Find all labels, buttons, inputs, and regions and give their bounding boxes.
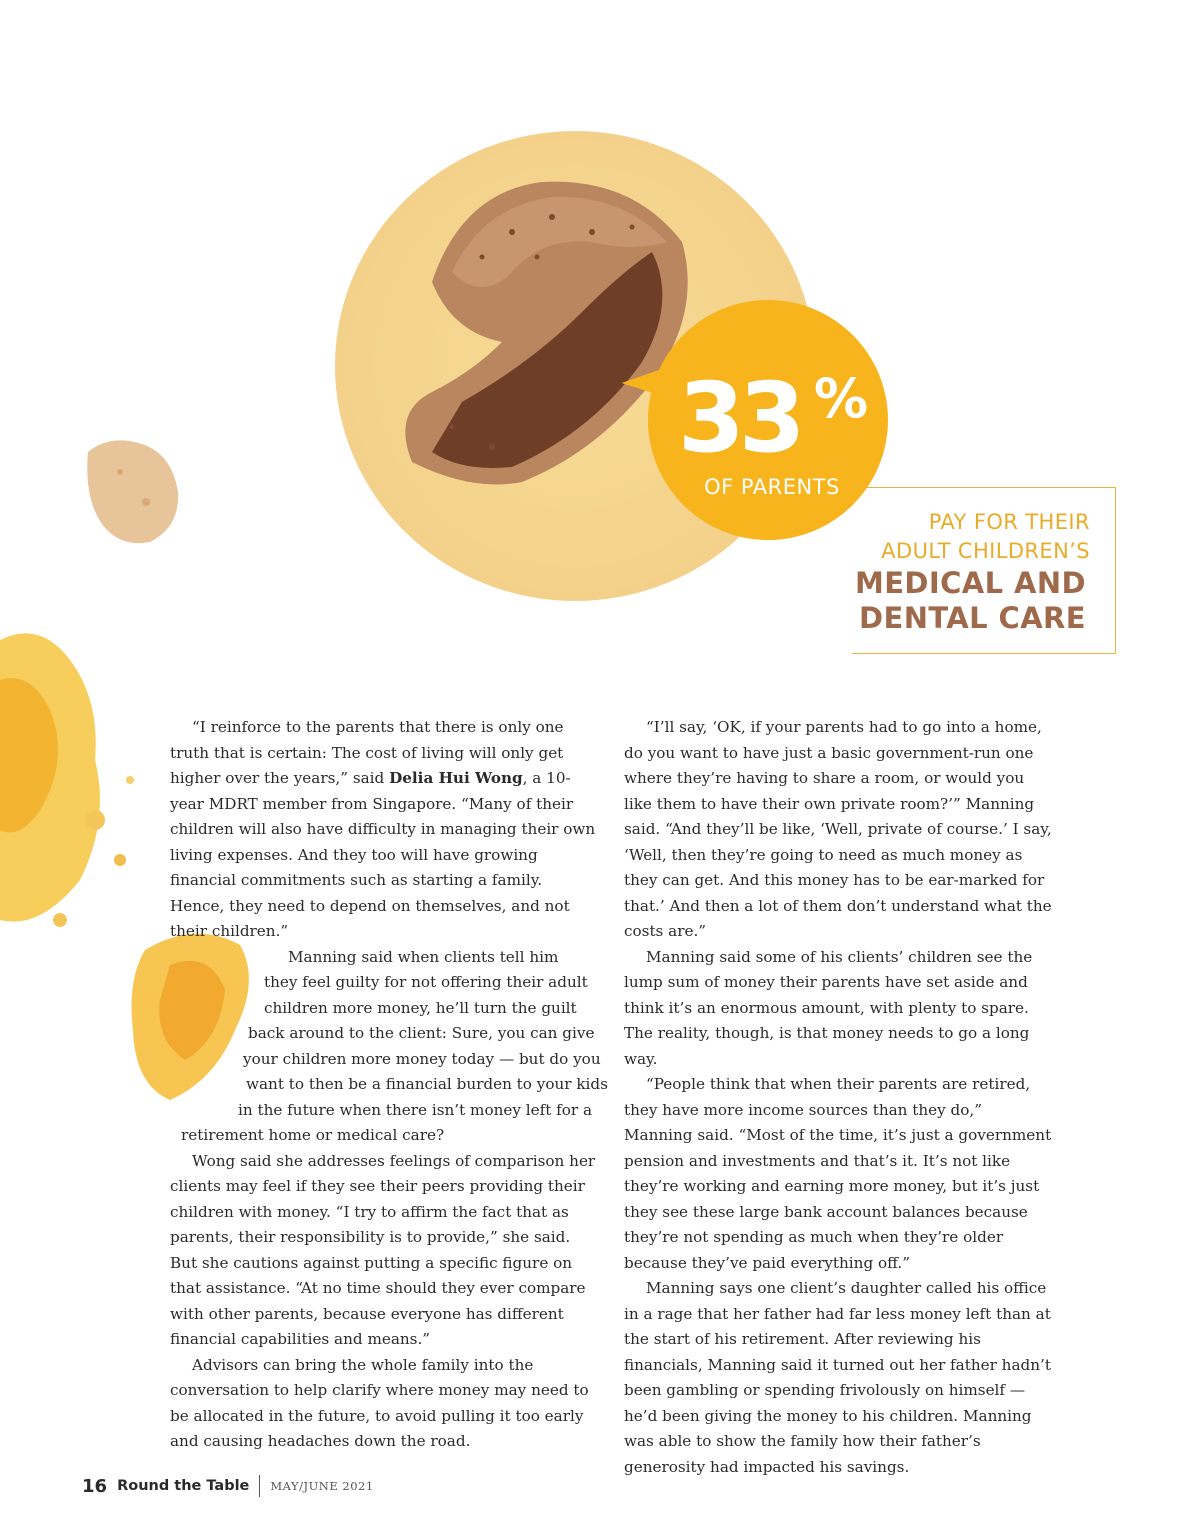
person-name: Delia Hui Wong	[389, 769, 523, 787]
paragraph: “People think that when their parents are retired, they have more income sources than they do,” Manning said. “Most of the time, it’s just a government pension and investments and that’s it. It’s not like they’re working and earning more money, but it’s just they see these large bank account balances because they’re not spending as much when they’re older because they’ve paid everything off.”	[624, 1075, 1052, 1272]
paragraph: Advisors can bring the whole family into the conversation to help clarify where money may need to be allocated in the future, to avoid pulling it too early and causing headaches down the road.	[170, 1355, 589, 1450]
paragraph-text: , a 10-year MDRT member from Singapore. “Many of their children will also have difficulty in managing their own living expenses. And they too will have growing financial commitments such as starting a family. Hence, they need to depend on themselves, and not their children.”	[170, 769, 596, 940]
callout-line: PAY FOR THEIR	[928, 510, 1090, 534]
wrapped-line: back around to the client: Sure, you can give	[248, 1024, 595, 1042]
cookie-crumbs-image	[0, 620, 150, 950]
paragraph: Manning says one client’s daughter called his office in a rage that her father had far less money left than at the start of his retirement. After reviewing his financials, Manning said it turned out her father hadn’t been gambling or spending frivolously on himself — he’d been giving the money to his children. Manning was able to show the family how their father’s generosity had impacted his savings.	[624, 1279, 1051, 1476]
percent-sign: %	[814, 367, 869, 430]
wrapped-line: children more money, he’ll turn the guilt	[264, 998, 577, 1017]
paragraph	[170, 715, 600, 945]
cookie-crumb-image	[80, 432, 190, 550]
callout-line: ADULT CHILDREN’S	[881, 539, 1090, 563]
article-column-left	[170, 715, 608, 1455]
paragraph: Wong said she addresses feelings of comparison her clients may feel if they see their peers providing their children with money. “I try to affirm the fact that as parents, their responsibility is to provide,” she said. But she cautions against putting a specific figure on that assistance. “At no time should they ever compare with other parents, because everyone has different financial capabilities and means.”	[170, 1151, 596, 1348]
wrapped-line: in the future when there isn’t money left for a	[238, 1100, 593, 1119]
page-footer	[82, 1474, 374, 1498]
paragraph: “I’ll say, ‘OK, if your parents had to go into a home, do you want to have just a basic government-run one where they’re having to share a room, or would you like them to have their own private room?’” Manning said. “And they’ll be like, ‘Well, private of course.’ I say, ‘Well, then they’re going to need as much money as they can get. And this money has to be ear-marked for that.’ And then a lot of them don’t understand what the costs are.”	[624, 718, 1052, 940]
wrapped-line: they feel guilty for not offering their adult	[264, 973, 588, 991]
wrapped-line: retirement home or medical care?	[181, 1126, 445, 1144]
article-column-right	[624, 715, 1054, 1480]
page-number: 16	[82, 1475, 108, 1497]
callout-highlight: MEDICAL AND	[854, 566, 1086, 600]
magazine-name: Round the Table	[117, 1478, 250, 1494]
footer-divider	[259, 1475, 260, 1497]
issue-date: MAY/JUNE 2021	[270, 1479, 374, 1493]
wrapped-line: your children more money today — but do you	[243, 1049, 601, 1068]
wrapped-line: want to then be a financial burden to your kids	[246, 1075, 608, 1093]
stat-number: 33	[678, 362, 800, 474]
wrapped-line: Manning said when clients tell him	[288, 947, 559, 966]
paragraph: Manning said some of his clients’ children see the lump sum of money their parents have set aside and think it’s an enormous amount, with plenty to spare. The reality, though, is that money needs to go a long way.	[624, 947, 1033, 1068]
paragraph-text: “I reinforce to the parents that there is only one truth that is certain: The cost of living will only get higher over the years,” said	[170, 718, 564, 787]
callout-highlight: DENTAL CARE	[859, 601, 1086, 635]
stat-label: OF PARENTS	[704, 475, 840, 499]
